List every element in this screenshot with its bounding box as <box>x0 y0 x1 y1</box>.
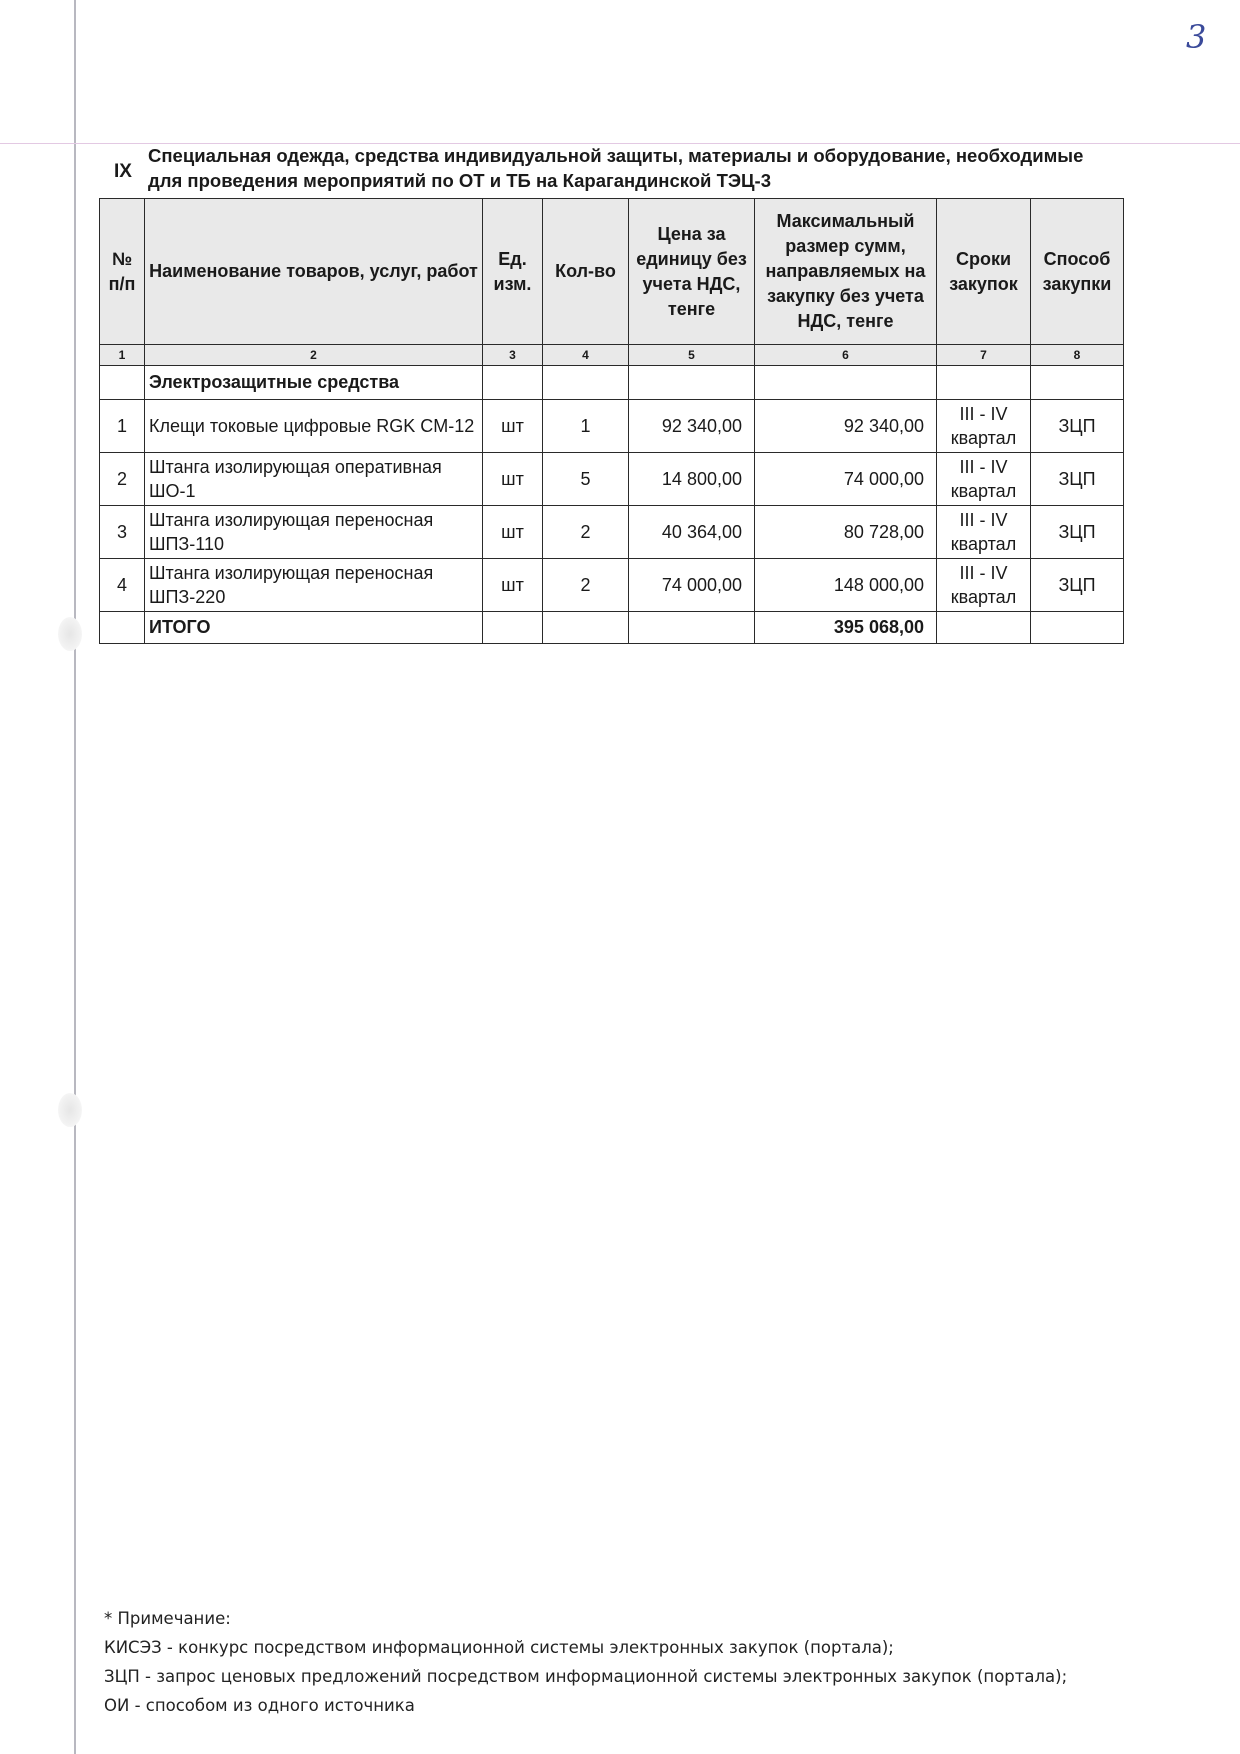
column-number: 6 <box>755 345 937 366</box>
row-method: ЗЦП <box>1031 400 1124 453</box>
table-row <box>100 400 1124 453</box>
header-method: Способ закупки <box>1031 199 1124 345</box>
section-title: Специальная одежда, средства индивидуальной защиты, материалы и оборудование, необходимые для проведения мероприятий по ОТ и ТБ на Карагандинской ТЭЦ-3 <box>148 145 1084 191</box>
header-qty: Кол-во <box>543 199 629 345</box>
header-term: Сроки закупок <box>937 199 1031 345</box>
row-method: ЗЦП <box>1031 453 1124 506</box>
row-term: III - IV квартал <box>937 400 1031 453</box>
row-sum: 148 000,00 <box>755 559 937 612</box>
row-name: Штанга изолирующая переносная ШПЗ-220 <box>145 559 483 612</box>
header-unit: Ед. изм. <box>483 199 543 345</box>
row-num: 1 <box>100 400 145 453</box>
row-term: III - IV квартал <box>937 559 1031 612</box>
column-number: 8 <box>1031 345 1124 366</box>
row-num: 3 <box>100 506 145 559</box>
total-label: ИТОГО <box>145 612 483 644</box>
column-number: 4 <box>543 345 629 366</box>
row-name: Клещи токовые цифровые RGK CM-12 <box>145 400 483 453</box>
handwritten-page-number: 3 <box>1186 18 1207 56</box>
row-qty: 2 <box>543 559 629 612</box>
group-row <box>100 366 1124 400</box>
footnote-line: ЗЦП - запрос ценовых предложений посредством информационной системы электронных закупок (портала); <box>104 1667 1068 1686</box>
row-num: 2 <box>100 453 145 506</box>
procurement-table <box>99 198 1124 644</box>
punch-hole-top <box>58 617 82 651</box>
column-number: 3 <box>483 345 543 366</box>
row-qty: 5 <box>543 453 629 506</box>
row-method: ЗЦП <box>1031 559 1124 612</box>
row-qty: 2 <box>543 506 629 559</box>
table-row <box>100 453 1124 506</box>
row-name: Штанга изолирующая переносная ШПЗ-110 <box>145 506 483 559</box>
footnote <box>104 1604 1067 1720</box>
row-unit: шт <box>483 506 543 559</box>
row-price: 74 000,00 <box>629 559 755 612</box>
row-term: III - IV квартал <box>937 506 1031 559</box>
column-number: 7 <box>937 345 1031 366</box>
row-num: 4 <box>100 559 145 612</box>
row-sum: 74 000,00 <box>755 453 937 506</box>
header-num: № п/п <box>100 199 145 345</box>
footnote-line: КИСЭЗ - конкурс посредством информационной системы электронных закупок (портала); <box>104 1638 894 1657</box>
footnote-line: ОИ - способом из одного источника <box>104 1696 415 1715</box>
row-price: 40 364,00 <box>629 506 755 559</box>
row-unit: шт <box>483 453 543 506</box>
column-number: 5 <box>629 345 755 366</box>
table-row <box>100 506 1124 559</box>
row-method: ЗЦП <box>1031 506 1124 559</box>
table-header-row <box>100 199 1124 345</box>
footnote-heading: * Примечание: <box>104 1609 231 1628</box>
page-margin-line <box>74 0 76 1754</box>
total-row <box>100 612 1124 644</box>
punch-hole-bottom <box>58 1093 82 1127</box>
header-name: Наименование товаров, услуг, работ <box>145 199 483 345</box>
total-value: 395 068,00 <box>755 612 937 644</box>
row-sum: 80 728,00 <box>755 506 937 559</box>
row-price: 92 340,00 <box>629 400 755 453</box>
column-number-row <box>100 345 1124 366</box>
header-sum: Максимальный размер сумм, направляемых на закупку без учета НДС, тенге <box>755 199 937 345</box>
row-term: III - IV квартал <box>937 453 1031 506</box>
column-number: 1 <box>100 345 145 366</box>
row-price: 14 800,00 <box>629 453 755 506</box>
section-number: IX <box>114 161 132 182</box>
row-unit: шт <box>483 559 543 612</box>
group-label: Электрозащитные средства <box>145 366 483 400</box>
row-unit: шт <box>483 400 543 453</box>
column-number: 2 <box>145 345 483 366</box>
table-row <box>100 559 1124 612</box>
row-name: Штанга изолирующая оперативная ШО-1 <box>145 453 483 506</box>
header-price: Цена за единицу без учета НДС, тенге <box>629 199 755 345</box>
row-sum: 92 340,00 <box>755 400 937 453</box>
row-qty: 1 <box>543 400 629 453</box>
